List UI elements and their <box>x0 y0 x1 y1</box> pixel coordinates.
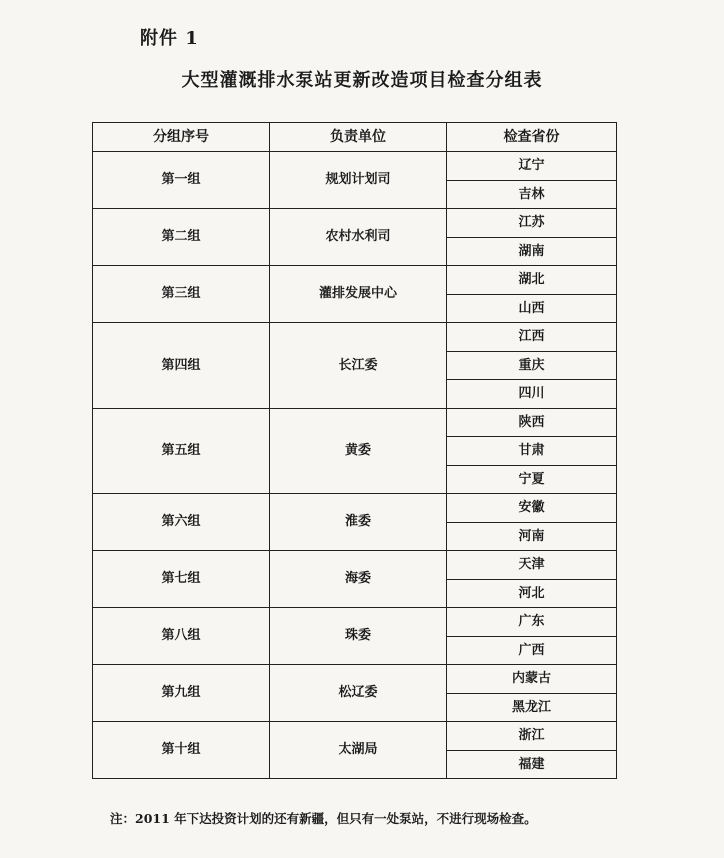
province-cell: 广东 <box>447 608 617 637</box>
group-table <box>92 122 617 779</box>
table-row <box>93 722 617 751</box>
province-cell: 重庆 <box>447 351 617 380</box>
province-cell: 辽宁 <box>447 152 617 181</box>
province-cell: 广西 <box>447 636 617 665</box>
header-unit: 负责单位 <box>270 123 447 152</box>
province-cell: 浙江 <box>447 722 617 751</box>
group-cell: 第七组 <box>93 551 270 608</box>
header-row <box>93 123 617 152</box>
unit-cell: 太湖局 <box>270 722 447 779</box>
table-row <box>93 665 617 694</box>
province-cell: 江西 <box>447 323 617 352</box>
province-cell: 江苏 <box>447 209 617 238</box>
province-cell: 内蒙古 <box>447 665 617 694</box>
header-provinces: 检查省份 <box>447 123 617 152</box>
table-row <box>93 551 617 580</box>
table-row <box>93 494 617 523</box>
province-cell: 甘肃 <box>447 437 617 466</box>
province-cell: 湖南 <box>447 237 617 266</box>
table-row <box>93 608 617 637</box>
province-cell: 河北 <box>447 579 617 608</box>
province-cell: 福建 <box>447 750 617 779</box>
unit-cell: 珠委 <box>270 608 447 665</box>
unit-cell: 黄委 <box>270 408 447 494</box>
group-cell: 第九组 <box>93 665 270 722</box>
group-cell: 第一组 <box>93 152 270 209</box>
group-cell: 第四组 <box>93 323 270 409</box>
unit-cell: 农村水利司 <box>270 209 447 266</box>
group-cell: 第八组 <box>93 608 270 665</box>
province-cell: 陕西 <box>447 408 617 437</box>
unit-cell: 规划计划司 <box>270 152 447 209</box>
group-cell: 第三组 <box>93 266 270 323</box>
province-cell: 黑龙江 <box>447 693 617 722</box>
unit-cell: 长江委 <box>270 323 447 409</box>
page-title: 大型灌溉排水泵站更新改造项目检查分组表 <box>181 70 543 91</box>
province-cell: 天津 <box>447 551 617 580</box>
group-cell: 第二组 <box>93 209 270 266</box>
table-row <box>93 323 617 352</box>
province-cell: 安徽 <box>447 494 617 523</box>
group-cell: 第十组 <box>93 722 270 779</box>
province-cell: 吉林 <box>447 180 617 209</box>
unit-cell: 海委 <box>270 551 447 608</box>
table-row <box>93 408 617 437</box>
header-group: 分组序号 <box>93 123 270 152</box>
table-row <box>93 209 617 238</box>
footnote: 注：2011 年下达投资计划的还有新疆，但只有一处泵站，不进行现场检查。 <box>110 811 537 826</box>
attachment-label: 附件 1 <box>140 28 199 49</box>
group-cell: 第六组 <box>93 494 270 551</box>
province-cell: 山西 <box>447 294 617 323</box>
province-cell: 湖北 <box>447 266 617 295</box>
unit-cell: 松辽委 <box>270 665 447 722</box>
province-cell: 河南 <box>447 522 617 551</box>
group-cell: 第五组 <box>93 408 270 494</box>
unit-cell: 灌排发展中心 <box>270 266 447 323</box>
province-cell: 四川 <box>447 380 617 409</box>
table-row <box>93 266 617 295</box>
unit-cell: 淮委 <box>270 494 447 551</box>
province-cell: 宁夏 <box>447 465 617 494</box>
table-row <box>93 152 617 181</box>
